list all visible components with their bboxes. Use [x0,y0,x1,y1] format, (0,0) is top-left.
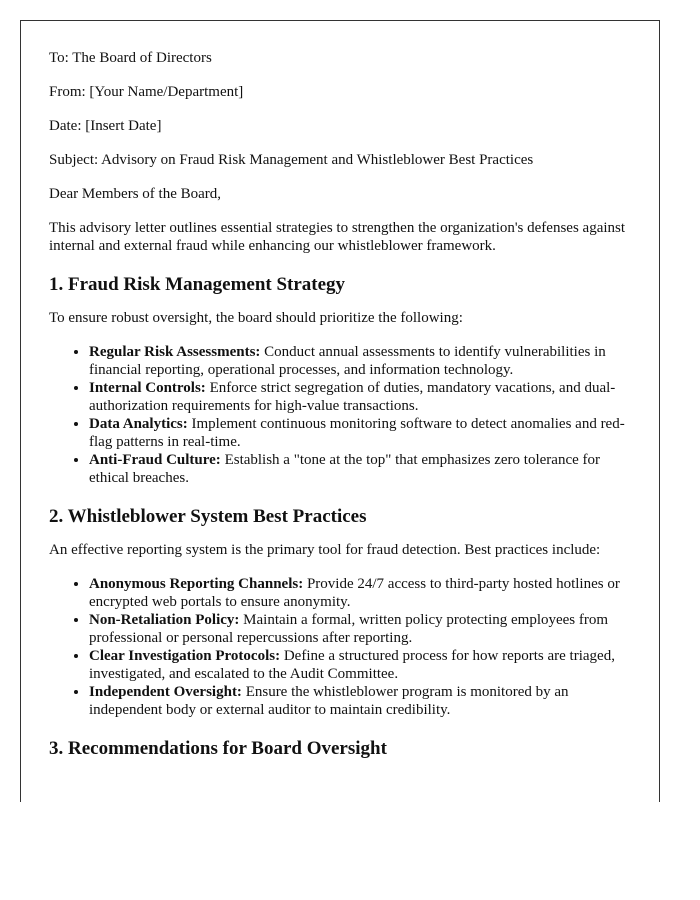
list-item [89,575,631,611]
item-text: Establish a "tone at the top" that emphasizes zero tolerance for ethical breaches. [89,452,601,486]
list-item [89,415,631,451]
item-title: Regular Risk Assessments: [89,344,261,360]
subject-line: Subject: Advisory on Fraud Risk Management and Whistleblower Best Practices [49,152,534,168]
salutation: Dear Members of the Board, [49,186,222,202]
list-item [89,343,631,379]
letter-page [20,20,660,802]
list-item [89,611,631,647]
bullet-list [49,343,631,487]
item-title: Anti-Fraud Culture: [89,452,221,468]
section-heading: 1. Fraud Risk Management Strategy [49,274,346,295]
item-title: Anonymous Reporting Channels: [89,576,304,592]
date-line: Date: [Insert Date] [49,118,162,134]
to-line: To: The Board of Directors [49,50,212,66]
item-title: Data Analytics: [89,416,188,432]
item-text: Define a structured process for how reports are triaged, investigated, and escalated to the Audit Committee. [89,648,615,682]
from-line: From: [Your Name/Department] [49,84,244,100]
list-item [89,379,631,415]
item-title: Internal Controls: [89,380,206,396]
item-text: Maintain a formal, written policy protecting employees from professional or personal repercussions after reporting. [89,612,609,646]
item-title: Independent Oversight: [89,684,242,700]
item-title: Clear Investigation Protocols: [89,648,281,664]
item-text: Enforce strict segregation of duties, mandatory vacations, and dual-authorization requirements for high-value transactions. [89,380,616,414]
section-lead: An effective reporting system is the primary tool for fraud detection. Best practices include: [49,542,601,558]
item-text: Conduct annual assessments to identify vulnerabilities in financial reporting, operational processes, and information technology. [89,344,606,378]
item-text: Ensure the whistleblower program is monitored by an independent body or external auditor to maintain credibility. [89,684,569,718]
list-item [89,647,631,683]
bullet-list [49,575,631,719]
list-item [89,451,631,487]
list-item [89,683,631,719]
item-text: Provide 24/7 access to third-party hosted hotlines or encrypted web portals to ensure anonymity. [89,576,620,610]
intro-paragraph: This advisory letter outlines essential strategies to strengthen the organization's defenses against internal and external fraud while enhancing our whistleblower framework. [49,220,626,254]
section-lead: To ensure robust oversight, the board should prioritize the following: [49,310,463,326]
section-heading: 2. Whistleblower System Best Practices [49,506,367,527]
item-text: Implement continuous monitoring software to detect anomalies and red-flag patterns in real-time. [89,416,625,450]
section-heading: 3. Recommendations for Board Oversight [49,738,387,759]
item-title: Non-Retaliation Policy: [89,612,240,628]
